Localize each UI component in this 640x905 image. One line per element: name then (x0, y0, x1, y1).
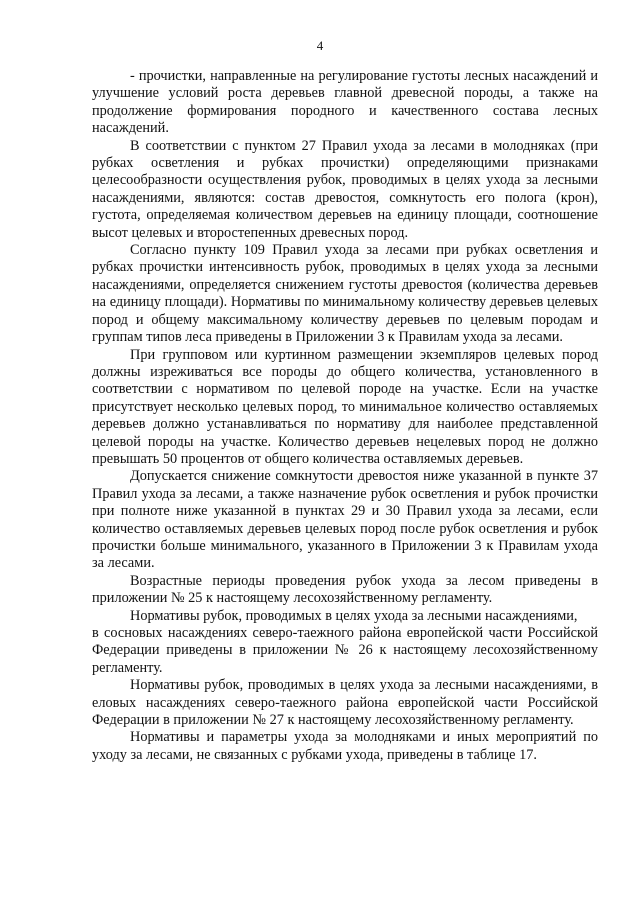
paragraph-canopy-reduction: Допускается снижение сомкнутости древостоя ниже указанной в пункте 37 Правил ухода за лесами, а также назначение рубок осветления и рубок прочистки при полноте ниже указанной в пунктах 29 и 30 Правил ухода за лесами, если количество оставляемых деревьев целевых пород после рубок осветления и рубок прочистки больше минимального, указанного в Приложении 3 к Правилам ухода за лесами. (92, 468, 598, 572)
paragraph-pine-norms: в сосновых насаждениях северо-таежного района европейской части Российской Федерации приведены в приложении № 26 к настоящему лесохозяйственному регламенту. (92, 625, 598, 676)
page-number: 4 (316, 38, 324, 53)
paragraph-thinning-purpose: - прочистки, направленные на регулирование густоты лесных насаждений и улучшение условий роста деревьев главной древесной породы, а также на продолжение формирования породного и качественного состава лесных насаждений. (92, 68, 598, 137)
paragraph-norms-intro: Нормативы рубок, проводимых в целях ухода за лесными насаждениями, (130, 607, 578, 624)
paragraph-rule-109: Согласно пункту 109 Правил ухода за лесами при рубках осветления и рубках прочистки интенсивность рубок, проводимых в целях ухода за лесными насаждениями, определяется снижением густоты древостоя (количества деревьев на единицу площади). Нормативы по минимальному количеству деревьев целевых пород и общему максимальному количеству деревьев по целевым породам и группам типов леса приведены в Приложении 3 к Правилам ухода за лесами. (92, 242, 598, 346)
paragraph-group-placement: При групповом или куртинном размещении экземпляров целевых пород должны изреживаться все породы до общего количества, установленного в соответствии с нормативом по целевой породе на участке. Если на участке присутствует несколько целевых пород, то минимальное количество оставляемых деревьев должно устанавливаться по нормативу для наиболее представленной целевой породы на участке. Количество деревьев нецелевых пород не должно превышать 50 процентов от общего количества оставляемых деревьев. (92, 346, 598, 467)
paragraph-table-17: Нормативы и параметры ухода за молодняками и иных мероприятий по уходу за лесами, не связанных с рубками ухода, приведены в таблице 17. (92, 729, 598, 763)
document-body (92, 68, 598, 764)
paragraph-spruce-norms: Нормативы рубок, проводимых в целях ухода за лесными насаждениями, в еловых насаждениях северо-таежного района европейской части Российской Федерации в приложении № 27 к настоящему лесохозяйственному регламенту. (92, 677, 598, 729)
paragraph-age-periods: Возрастные периоды проведения рубок ухода за лесом приведены в приложении № 25 к настоящему лесохозяйственному регламенту. (92, 572, 598, 607)
paragraph-rule-27: В соответствии с пунктом 27 Правил ухода за лесами в молодняках (при рубках осветления и рубках прочистки) определяющими признаками целесообразности осуществления рубок, проводимых в целях ухода за лесными насаждениями, являются: состав древостоя, сомкнутость его полога (крон), густота, определяемая количеством деревьев на единицу площади, соотношение высот целевых и второстепенных древесных пород. (92, 137, 598, 241)
